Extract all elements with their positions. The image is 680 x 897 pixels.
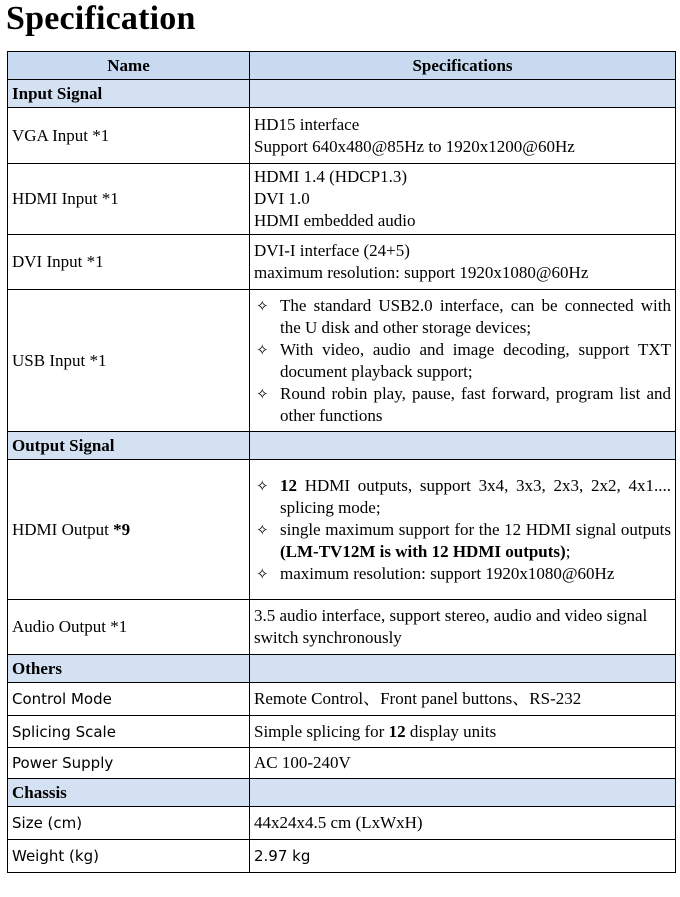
- spec-text: Simple splicing for: [254, 721, 389, 741]
- table-row-hdmi-output: [8, 460, 676, 600]
- row-spec: 2.97 kg: [250, 840, 676, 873]
- table-row-size: [8, 807, 676, 840]
- bullet-bold-number: 12: [280, 475, 297, 495]
- row-name: Size (cm): [8, 807, 250, 840]
- section-row-chassis: [8, 779, 676, 807]
- bullet-list: [254, 295, 671, 427]
- bullet-text: Round robin play, pause, fast forward, program list and other functions: [280, 383, 671, 425]
- diamond-star-icon: ✧: [256, 340, 269, 359]
- page-title: Specification: [6, 0, 196, 37]
- row-name: DVI Input *1: [8, 235, 250, 290]
- table-row-weight: [8, 840, 676, 873]
- section-title: Others: [8, 655, 250, 683]
- row-spec: Remote Control、Front panel buttons、RS-232: [250, 683, 676, 716]
- spec-line: DVI-I interface (24+5): [254, 241, 410, 260]
- list-item: [254, 339, 671, 383]
- spec-line: maximum resolution: support 1920x1080@60Hz: [254, 263, 589, 282]
- row-spec: [250, 290, 676, 432]
- table-row-dvi-input: [8, 235, 676, 290]
- column-header-name: Name: [8, 52, 250, 80]
- table-row-vga-input: [8, 108, 676, 164]
- bullet-bold-text: (LM-TV12M is with 12 HDMI outputs): [280, 541, 566, 561]
- diamond-star-icon: ✧: [256, 384, 269, 403]
- list-item: [254, 295, 671, 339]
- section-row-others: [8, 655, 676, 683]
- spec-line: Support 640x480@85Hz to 1920x1200@60Hz: [254, 136, 575, 156]
- row-name: Audio Output *1: [8, 600, 250, 655]
- section-empty-cell: [250, 432, 676, 460]
- row-spec: AC 100-240V: [250, 748, 676, 779]
- row-name: Weight (kg): [8, 840, 250, 873]
- diamond-star-icon: ✧: [256, 476, 269, 495]
- spec-line: HDMI 1.4 (HDCP1.3): [254, 167, 407, 186]
- section-title: Output Signal: [8, 432, 250, 460]
- row-spec: [250, 460, 676, 600]
- row-name: Splicing Scale: [8, 716, 250, 748]
- table-row-power-supply: [8, 748, 676, 779]
- row-spec: [250, 164, 676, 235]
- list-item: [254, 519, 671, 563]
- column-header-specifications: Specifications: [250, 52, 676, 80]
- section-empty-cell: [250, 779, 676, 807]
- table-row-usb-input: [8, 290, 676, 432]
- section-title: Input Signal: [8, 80, 250, 108]
- bullet-list: [254, 475, 671, 585]
- spec-bold-number: 12: [388, 721, 406, 741]
- row-name-count: *9: [113, 519, 131, 539]
- row-spec: [250, 235, 676, 290]
- table-row-splicing-scale: [8, 716, 676, 748]
- bullet-text: maximum resolution: support 1920x1080@60Hz: [280, 563, 615, 583]
- bullet-text-end: ;: [565, 541, 571, 561]
- section-row-input-signal: [8, 80, 676, 108]
- row-name: USB Input *1: [8, 290, 250, 432]
- bullet-text: With video, audio and image decoding, support TXT document playback support;: [280, 339, 671, 381]
- table-row-control-mode: [8, 683, 676, 716]
- row-name-text: HDMI Output: [12, 519, 114, 539]
- bullet-text: The standard USB2.0 interface, can be connected with the U disk and other storage devices;: [280, 295, 671, 337]
- row-name: Power Supply: [8, 748, 250, 779]
- row-name: Control Mode: [8, 683, 250, 716]
- section-row-output-signal: [8, 432, 676, 460]
- spec-line: DVI 1.0: [254, 189, 310, 208]
- spec-table: [7, 51, 676, 873]
- spec-text: display units: [405, 721, 497, 741]
- bullet-text: single maximum support for the 12 HDMI signal outputs: [280, 519, 671, 539]
- diamond-star-icon: ✧: [256, 564, 269, 583]
- table-row-hdmi-input: [8, 164, 676, 235]
- bullet-text: HDMI outputs, support 3x4, 3x3, 2x3, 2x2, 4x1.... splicing mode;: [280, 475, 671, 517]
- spec-line: HDMI embedded audio: [254, 211, 416, 230]
- table-row-audio-output: [8, 600, 676, 655]
- diamond-star-icon: ✧: [256, 520, 269, 539]
- row-name: [8, 460, 250, 600]
- table-header-row: [8, 52, 676, 80]
- row-spec: [250, 716, 676, 748]
- list-item: [254, 563, 671, 585]
- section-title: Chassis: [8, 779, 250, 807]
- spec-line: HD15 interface: [254, 114, 360, 134]
- row-spec: [250, 108, 676, 164]
- section-empty-cell: [250, 655, 676, 683]
- row-spec: 44x24x4.5 cm (LxWxH): [250, 807, 676, 840]
- diamond-star-icon: ✧: [256, 296, 269, 315]
- row-spec: 3.5 audio interface, support stereo, audio and video signal switch synchronously: [250, 600, 676, 655]
- list-item: [254, 475, 671, 519]
- row-name: HDMI Input *1: [8, 164, 250, 235]
- list-item: [254, 383, 671, 427]
- row-name: VGA Input *1: [8, 108, 250, 164]
- section-empty-cell: [250, 80, 676, 108]
